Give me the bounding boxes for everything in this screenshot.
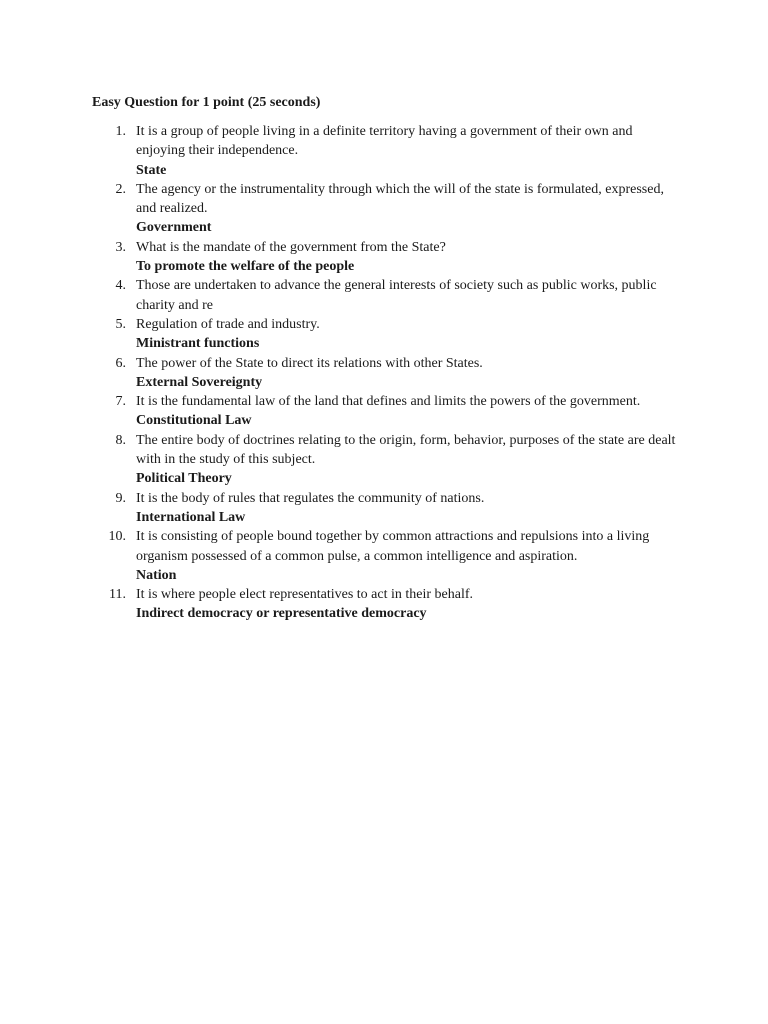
question-item-11 [0,585,676,624]
question-item-1 [0,122,676,180]
question-answer: State [136,162,167,178]
question-number: 4. [115,278,126,294]
question-number: 7. [115,394,126,410]
question-number: 11. [109,587,126,603]
question-item-7 [0,392,676,431]
question-text: It is the fundamental law of the land that defines and limits the powers of the government. [136,394,641,410]
question-item-2 [0,180,676,238]
document-title: Easy Question for 1 point (25 seconds) [92,95,321,110]
question-text: The power of the State to direct its relations with other States. [136,355,483,371]
question-list [0,122,768,624]
question-item-4 [0,276,676,315]
question-answer: Constitutional Law [136,413,252,429]
question-item-5 [0,315,676,354]
question-number: 5. [115,316,126,332]
question-item-9 [0,489,676,528]
question-text: It is a group of people living in a definite territory having a government of their own and enjoying their independence. [136,124,633,159]
question-answer: International Law [136,509,246,525]
question-number: 10. [108,529,126,545]
question-item-8 [0,431,676,489]
question-item-3 [0,238,676,277]
question-answer: Ministrant functions [136,336,260,352]
question-text: The agency or the instrumentality through which the will of the state is formulated, expressed, and realized. [136,181,664,217]
question-answer: Government [136,220,212,236]
question-text: It is where people elect representatives to act in their behalf. [136,587,474,603]
question-number: 3. [115,239,126,255]
question-answer: External Sovereignty [136,374,263,390]
question-number: 6. [115,355,126,371]
question-item-6 [0,354,676,393]
question-answer: Indirect democracy or representative democracy [136,606,427,622]
question-text: It is the body of rules that regulates the community of nations. [136,490,485,506]
question-answer: To promote the welfare of the people [136,259,355,275]
question-number: 8. [115,432,126,448]
question-item-10 [0,527,676,585]
question-number: 1. [115,124,126,139]
question-number: 2. [115,181,126,197]
question-text: It is consisting of people bound together by common attractions and repulsions into a living organism possessed of a common pulse, a common intelligence and aspiration. [136,529,650,564]
question-number: 9. [115,490,126,506]
question-text: Regulation of trade and industry. [136,316,320,332]
question-answer: Political Theory [136,471,232,487]
question-answer: Nation [136,567,177,583]
question-text: What is the mandate of the government from the State? [136,239,446,255]
question-text: The entire body of doctrines relating to the origin, form, behavior, purposes of the state are dealt with in the study of this subject. [136,432,676,468]
question-text: Those are undertaken to advance the general interests of society such as public works, public charity and re [136,278,657,313]
